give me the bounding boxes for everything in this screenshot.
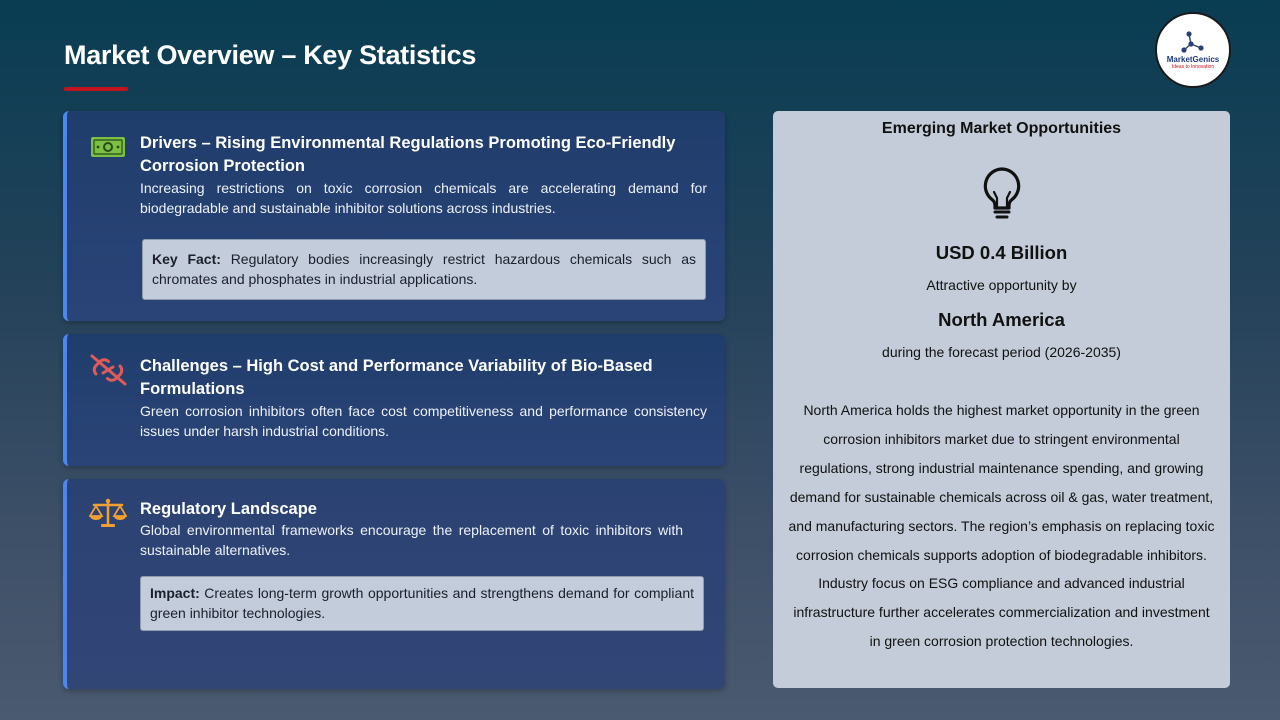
title-underline: [64, 87, 128, 91]
molecule-icon: [1180, 30, 1206, 54]
key-fact-box: [142, 239, 706, 300]
money-icon: [89, 131, 127, 163]
key-fact-text: Regulatory bodies increasingly restrict hazardous chemicals such as chromates and phosphates in industrial applications.: [152, 251, 696, 287]
opportunity-value: USD 0.4 Billion: [935, 242, 1068, 263]
challenges-body: Green corrosion inhibitors often face cost competitiveness and performance consistency issues under harsh industrial conditions.: [140, 403, 707, 439]
regulatory-card: [63, 479, 725, 689]
key-fact-label: Key Fact:: [152, 251, 221, 267]
impact-label: Impact:: [150, 585, 200, 601]
logo-tagline: Ideas to Innovation: [1171, 64, 1215, 70]
opportunity-title: Emerging Market Opportunities: [881, 120, 1122, 137]
drivers-body: Increasing restrictions on toxic corrosion chemicals are accelerating demand for biodegradable and sustainable inhibitor solutions across industries.: [140, 180, 707, 216]
impact-box: [140, 576, 704, 631]
opportunity-subtitle: Attractive opportunity by: [926, 277, 1077, 293]
opportunity-description: North America holds the highest market opportunity in the green corrosion inhibitors market due to stringent environmental regulations, strong industrial maintenance spending, and growing demand for sustainable chemicals across oil & gas, water treatment, and manufacturing sectors. The region’s emphasis on replacing toxic corrosion chemicals supports adoption of biodegradable inhibitors. Industry focus on ESG compliance and advanced industrial infrastructure further accelerates commercialization and investment in green corrosion protection technologies.: [788, 402, 1215, 650]
company-logo: [1155, 12, 1231, 88]
regulatory-heading: Regulatory Landscape: [140, 500, 317, 518]
drivers-heading: Drivers – Rising Environmental Regulations Promoting Eco-Friendly Corrosion Protection: [140, 134, 676, 175]
broken-link-icon: [89, 354, 127, 386]
forecast-period: during the forecast period (2026-2035): [882, 344, 1121, 360]
lightbulb-icon: [978, 166, 1026, 220]
opportunity-panel: [773, 111, 1230, 688]
regulatory-body: Global environmental frameworks encourage the replacement of toxic inhibitors with sustainable alternatives.: [140, 522, 683, 558]
page-title: Market Overview – Key Statistics: [64, 40, 477, 70]
impact-text: Creates long-term growth opportunities and strengthens demand for compliant green inhibitor technologies.: [150, 585, 694, 621]
challenges-heading: Challenges – High Cost and Performance Variability of Bio-Based Formulations: [140, 357, 653, 398]
logo-name: MarketGenics: [1166, 55, 1220, 64]
challenges-card: [63, 334, 725, 466]
scales-icon: [89, 497, 127, 529]
drivers-card: [63, 111, 725, 321]
opportunity-region: North America: [938, 309, 1065, 330]
